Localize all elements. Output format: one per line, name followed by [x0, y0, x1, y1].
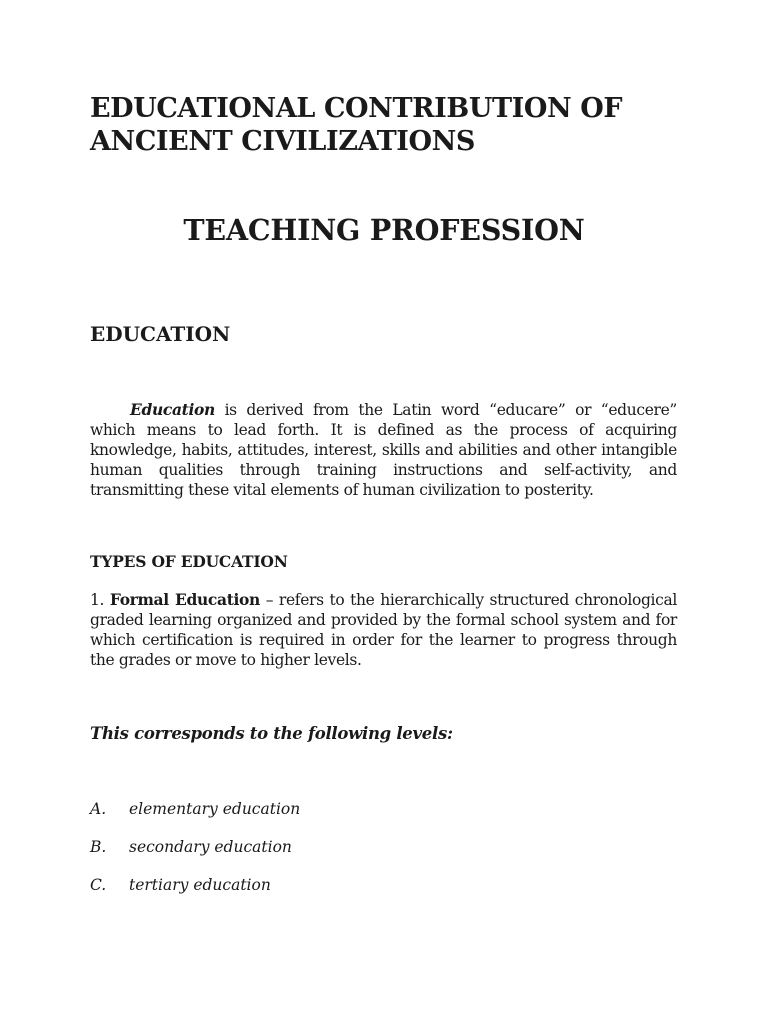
list-item-label: elementary education — [129, 800, 301, 818]
list-marker: A. — [90, 800, 107, 818]
formal-education-text: – refers to the hierarchically structured chronological graded learning organized and provided by the formal school system and for which certification is required in order for the learner to progress through the grades or move to higher levels. — [90, 591, 677, 669]
list-item — [90, 838, 300, 857]
list-item — [90, 876, 300, 895]
list-marker: B. — [90, 838, 107, 856]
document-title-line-1: EDUCATIONAL CONTRIBUTION OF — [90, 93, 623, 124]
types-of-education-heading: TYPES OF EDUCATION — [90, 552, 288, 571]
formal-education-number: 1. — [90, 591, 105, 609]
education-levels-list — [90, 800, 300, 914]
education-definition-text: is derived from the Latin word “educare” or “educere” which means to lead forth. It is defined as the process of acquiring knowledge, habits, attitudes, interest, skills and abilities and other intangible human qualities through training instructions and self-activity, and transmitting these vital elements of human civilization to posterity. — [90, 401, 677, 499]
document-title-line-2: ANCIENT CIVILIZATIONS — [90, 126, 476, 157]
list-item-label: tertiary education — [129, 876, 271, 894]
section-heading-education: EDUCATION — [90, 322, 231, 346]
formal-education-term: Formal Education — [109, 590, 260, 609]
education-term: Education — [130, 400, 215, 419]
document-title — [90, 92, 690, 158]
education-definition-paragraph — [90, 400, 677, 500]
document-subtitle: TEACHING PROFESSION — [183, 213, 585, 247]
levels-intro: This corresponds to the following levels: — [90, 724, 453, 743]
list-marker: C. — [90, 876, 107, 894]
list-item — [90, 800, 300, 819]
list-item-label: secondary education — [129, 838, 292, 856]
formal-education-paragraph — [90, 590, 677, 670]
